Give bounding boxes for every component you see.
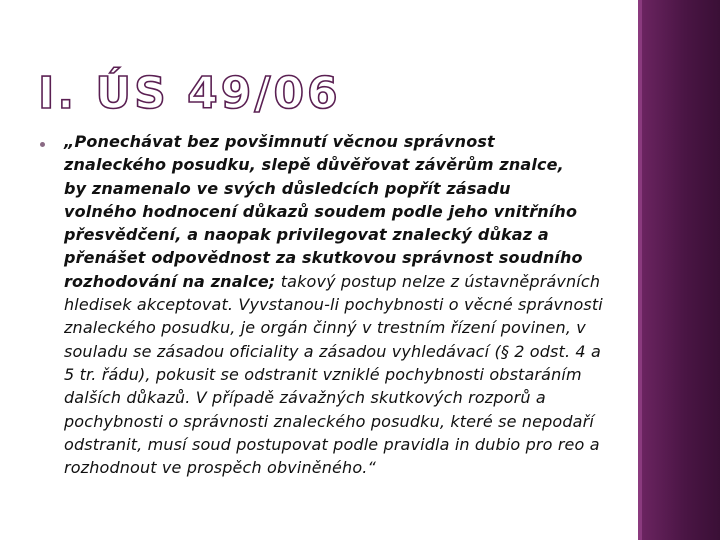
quote-bold-line: přenášet odpovědnost za skutkovou správnost soudního — [64, 248, 583, 268]
slide-title — [36, 64, 341, 124]
quote-regular-part: takový postup nelze z ústavněprávních hledisek akceptovat. Vyvstanou-li pochybnosti o věcné správnosti znaleckého posudku, je orgán činný v trestním řízení povinen, v souladu se zásadou oficiality a zásadou vyhledávací (§ 2 odst. 4 a 5 tr. řádu), pokusit se odstranit vzniklé pochybnosti obstaráním dalších důkazů. V případě závažných skutkových rozporů a pochybnosti o správnosti znaleckého posudku, které se nepodaří odstranit, musí soud postupovat podle pravidla in dubio pro reo a rozhodnout ve prospěch obviněného.“ — [64, 271, 603, 478]
quote-bold-line: volného hodnocení důkazů soudem podle jeho vnitřního — [64, 201, 578, 221]
title-text: I. ÚS 49/06 — [38, 68, 341, 119]
quote-bold-line: rozhodování na znalce; — [64, 271, 276, 291]
quote-bold-part — [64, 132, 583, 291]
bullet-icon — [40, 142, 45, 147]
quote-bold-line: by znamenalo ve svých důsledcích popřít zásadu — [64, 178, 511, 198]
decorative-sidebar — [642, 0, 720, 540]
quote-paragraph — [64, 130, 610, 479]
quote-bold-line: znaleckého posudku, slepě důvěřovat závěrům znalce, — [64, 155, 564, 175]
title-outline-text — [36, 64, 341, 124]
quote-bold-line: přesvědčení, a naopak privilegovat znalecký důkaz a — [64, 225, 549, 245]
quote-bold-line: „Ponechávat bez povšimnutí věcnou správnost — [64, 132, 495, 151]
